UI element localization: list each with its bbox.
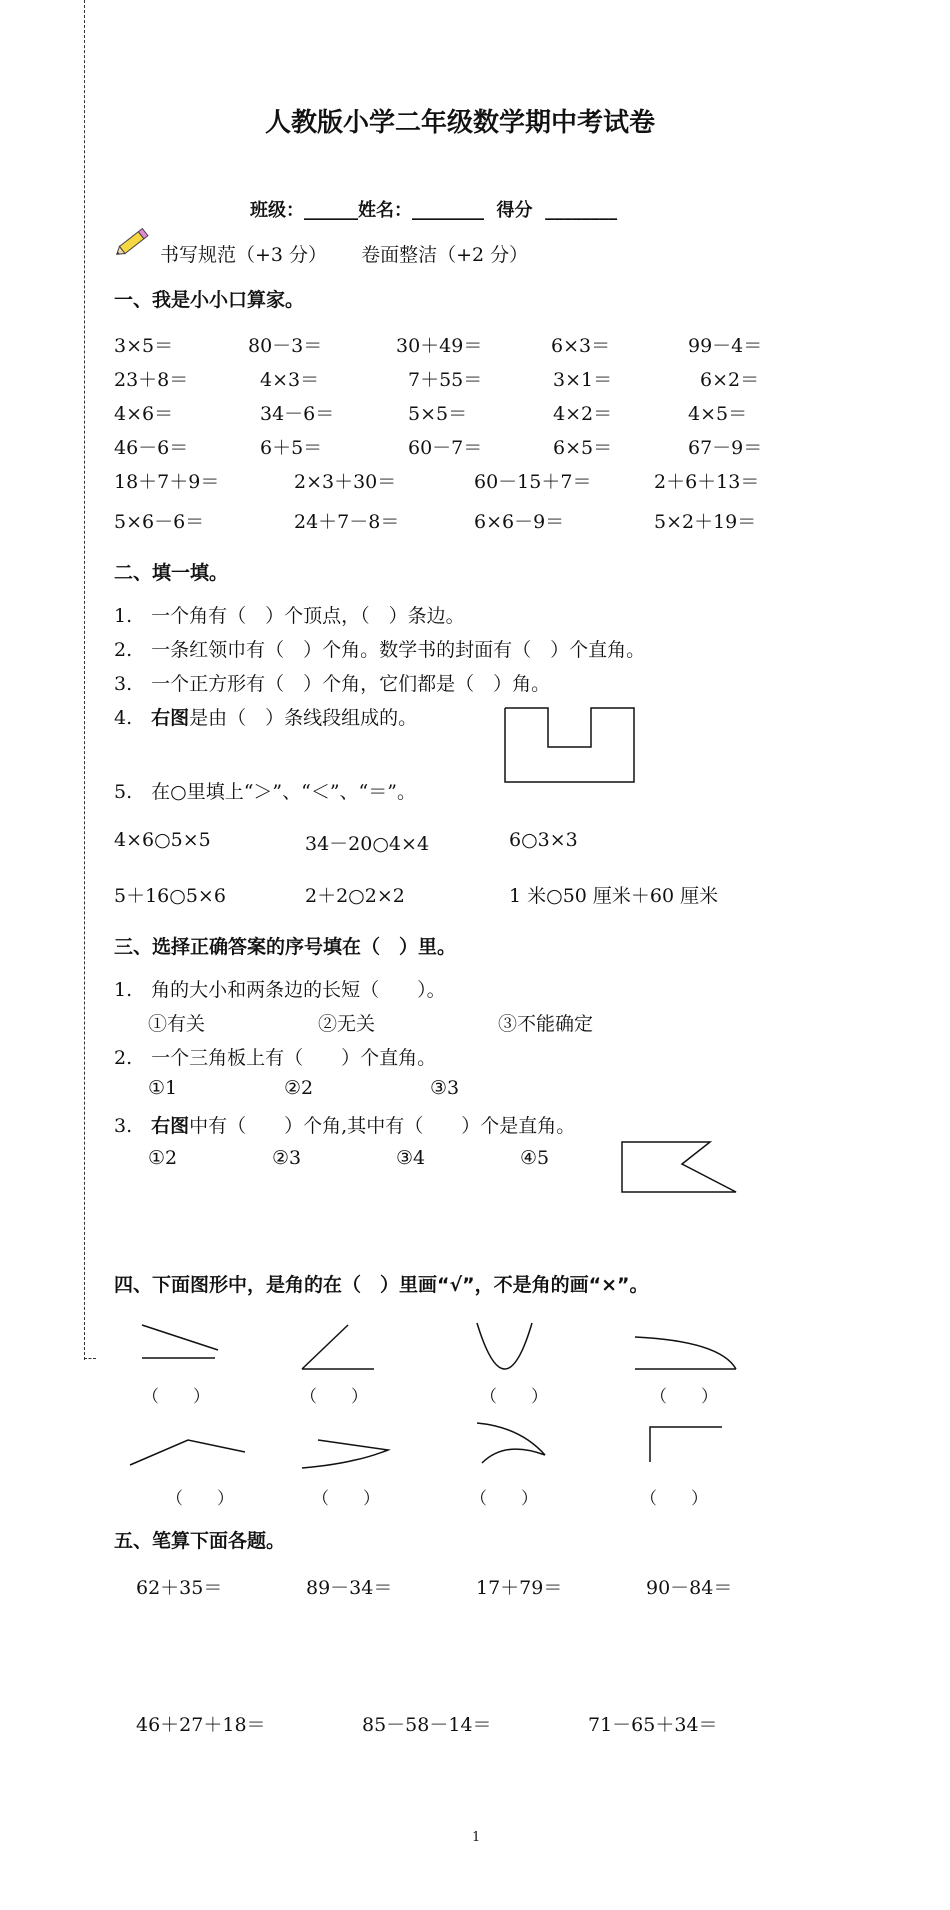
compare-row bbox=[0, 829, 950, 859]
s5-item: 62＋35＝ bbox=[136, 1577, 223, 1599]
section-2-title: 二、填一填。 bbox=[114, 562, 229, 584]
s5-item: 90－84＝ bbox=[646, 1577, 733, 1599]
page-title: 人教版小学二年级数学期中考试卷 bbox=[265, 108, 656, 138]
q4-number: 4. bbox=[114, 707, 152, 729]
answer-blank[interactable]: （ ） bbox=[300, 1387, 368, 1407]
s1-item: 5×5＝ bbox=[408, 403, 468, 425]
s1-item: 99－4＝ bbox=[688, 335, 763, 357]
s2-question-4 bbox=[114, 703, 417, 730]
student-info bbox=[250, 196, 617, 222]
s1-item: 5×2＋19＝ bbox=[654, 511, 757, 533]
option: ③不能确定 bbox=[498, 1013, 594, 1035]
pencil-icon bbox=[112, 224, 152, 262]
section-5-title: 五、笔算下面各题。 bbox=[114, 1530, 286, 1552]
name-label: 姓名： bbox=[358, 200, 412, 221]
s1-item: 6×5＝ bbox=[553, 437, 613, 459]
page-number: 1 bbox=[472, 1830, 481, 1845]
s1-item: 34－6＝ bbox=[260, 403, 335, 425]
s2-question-1: 1. 一个角有（ ）个顶点，（ ）条边。 bbox=[114, 605, 465, 627]
right-figure-label: 右图 bbox=[151, 707, 190, 729]
s5-item: 71－65＋34＝ bbox=[588, 1714, 718, 1736]
compare-item: 34－20○4×4 bbox=[305, 833, 430, 855]
compare-item: 4×6○5×5 bbox=[114, 829, 211, 851]
s1-item: 6×3＝ bbox=[551, 335, 611, 357]
s1-item: 80－3＝ bbox=[248, 335, 323, 357]
s1-row bbox=[0, 467, 950, 497]
s1-item: 4×2＝ bbox=[553, 403, 613, 425]
s5-item: 85－58－14＝ bbox=[362, 1714, 492, 1736]
s1-item: 30＋49＝ bbox=[396, 335, 483, 357]
compare-row bbox=[0, 881, 950, 911]
s3-q1-options bbox=[0, 1009, 950, 1039]
name-blank[interactable]: ________ bbox=[412, 200, 484, 221]
compare-item: 5＋16○5×6 bbox=[114, 885, 226, 907]
compare-item: 1 米○50 厘米＋60 厘米 bbox=[509, 885, 719, 907]
option: ②无关 bbox=[318, 1013, 376, 1035]
s1-item: 24＋7－8＝ bbox=[294, 511, 400, 533]
s2-question-3: 3. 一个正方形有（ ）个角，它们都是（ ）角。 bbox=[114, 673, 551, 695]
neat-writing: 书写规范（+3 分） bbox=[160, 244, 328, 266]
s1-item: 6＋5＝ bbox=[260, 437, 323, 459]
notched-rectangle-figure bbox=[500, 703, 640, 787]
compare-item: 6○3×3 bbox=[509, 829, 578, 851]
s5-row-2 bbox=[0, 1710, 950, 1740]
s1-item: 3×1＝ bbox=[553, 369, 613, 391]
s1-item: 60－7＝ bbox=[408, 437, 483, 459]
s5-item: 89－34＝ bbox=[306, 1577, 393, 1599]
clean-paper: 卷面整洁（+2 分） bbox=[361, 244, 529, 266]
option: ③3 bbox=[430, 1077, 460, 1099]
s1-item: 18＋7＋9＝ bbox=[114, 471, 220, 493]
s3-question-2: 2. 一个三角板上有（ ）个直角。 bbox=[114, 1047, 437, 1069]
s3-question-3 bbox=[114, 1111, 575, 1138]
answer-blank[interactable]: （ ） bbox=[312, 1489, 380, 1509]
s5-item: 17＋79＝ bbox=[476, 1577, 563, 1599]
option: ①2 bbox=[148, 1147, 178, 1169]
s1-row bbox=[0, 507, 950, 537]
option: ①1 bbox=[148, 1077, 178, 1099]
s1-item: 7＋55＝ bbox=[408, 369, 483, 391]
answer-blank[interactable]: （ ） bbox=[650, 1387, 718, 1407]
s3-q3-options bbox=[0, 1147, 950, 1177]
s1-item: 67－9＝ bbox=[688, 437, 763, 459]
option: ④5 bbox=[520, 1147, 550, 1169]
s1-item: 2×3＋30＝ bbox=[294, 471, 397, 493]
s1-item: 60－15＋7＝ bbox=[474, 471, 592, 493]
s3-question-1: 1. 角的大小和两条边的长短（ ）。 bbox=[114, 979, 446, 1001]
s1-row bbox=[0, 399, 950, 429]
writing-score bbox=[160, 240, 528, 267]
s1-row bbox=[0, 433, 950, 463]
s1-item: 23＋8＝ bbox=[114, 369, 189, 391]
q3-text: 中有（ ）个角,其中有（ ）个是直角。 bbox=[189, 1115, 576, 1137]
s1-item: 4×6＝ bbox=[114, 403, 174, 425]
s4-blanks-row-1 bbox=[0, 1382, 950, 1412]
answer-blank[interactable]: （ ） bbox=[640, 1489, 708, 1509]
answer-blank[interactable]: （ ） bbox=[470, 1489, 538, 1509]
section-4-title: 四、下面图形中，是角的在（ ）里画“√”，不是角的画“×”。 bbox=[114, 1274, 649, 1296]
right-figure-label: 右图 bbox=[151, 1115, 190, 1137]
compare-item: 2＋2○2×2 bbox=[305, 885, 405, 907]
s1-item: 3×5＝ bbox=[114, 335, 174, 357]
s1-item: 46－6＝ bbox=[114, 437, 189, 459]
s2-question-5: 5. 在○里填上“＞”、“＜”、“＝”。 bbox=[114, 781, 416, 803]
answer-blank[interactable]: （ ） bbox=[480, 1387, 548, 1407]
s1-item: 6×2＝ bbox=[700, 369, 760, 391]
s3-q2-options bbox=[0, 1077, 950, 1107]
s4-blanks-row-2 bbox=[0, 1484, 950, 1514]
class-blank[interactable]: ______ bbox=[304, 200, 358, 221]
s1-item: 4×5＝ bbox=[688, 403, 748, 425]
flag-polygon-figure bbox=[618, 1138, 744, 1198]
s5-item: 46＋27＋18＝ bbox=[136, 1714, 266, 1736]
s2-question-2: 2. 一条红领巾有（ ）个角。数学书的封面有（ ）个直角。 bbox=[114, 639, 646, 661]
q3-number: 3. bbox=[114, 1115, 152, 1137]
option: ①有关 bbox=[148, 1013, 206, 1035]
option: ②3 bbox=[272, 1147, 302, 1169]
s1-item: 6×6－9＝ bbox=[474, 511, 565, 533]
binding-line-tick bbox=[84, 1358, 96, 1359]
option: ③4 bbox=[396, 1147, 426, 1169]
s1-item: 5×6－6＝ bbox=[114, 511, 205, 533]
score-blank[interactable]: ________ bbox=[545, 200, 618, 221]
class-label: 班级： bbox=[250, 200, 304, 221]
section-1-title: 一、我是小小口算家。 bbox=[114, 289, 305, 311]
answer-blank[interactable]: （ ） bbox=[166, 1489, 234, 1509]
s1-item: 4×3＝ bbox=[260, 369, 320, 391]
answer-blank[interactable]: （ ） bbox=[142, 1387, 210, 1407]
s1-row bbox=[0, 365, 950, 395]
q4-text: 是由（ ）条线段组成的。 bbox=[189, 707, 418, 729]
s5-row-1 bbox=[0, 1573, 950, 1603]
score-label: 得分 bbox=[496, 200, 533, 221]
option: ②2 bbox=[284, 1077, 314, 1099]
s1-row bbox=[0, 331, 950, 361]
s1-item: 2＋6＋13＝ bbox=[654, 471, 760, 493]
section-3-title: 三、选择正确答案的序号填在（ ）里。 bbox=[114, 936, 457, 958]
